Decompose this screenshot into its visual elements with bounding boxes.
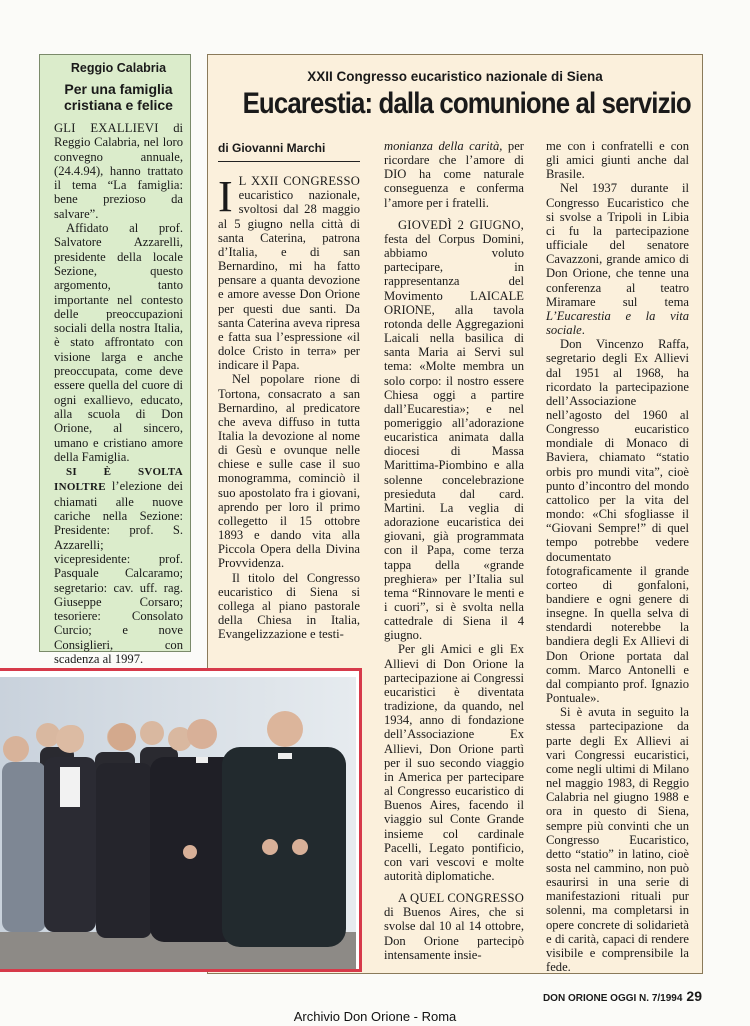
article-paragraph bbox=[384, 139, 524, 210]
paragraph-text: eucaristico nazionale, svoltosi dal 28 maggio al 5 giugno nella città di santa Caterina, patrona d’Italia, e di san Bernardino, mi ha fatto pensare a quanta devozione e amore avesse Don Orione per questi due santi. Da santa Caterina aveva ripresa e fatta sua l’espressione «il dolce Cristo in terra» per indicare il Papa. bbox=[218, 188, 360, 373]
article-paragraph bbox=[384, 218, 524, 643]
article-paragraph: Per gli Amici e gli Ex Allievi di Don Orione la partecipazione ai Congressi eucaristici è diventata tradizione, da quando, nel 1934, anno di fondazione dell’Associazione Ex Allievi, Don Orione partì per il suo secondo viaggio in America per partecipare al Congresso eucaristico di Buenos Aires, facendo il viaggio sul Conte Grande insieme col cardinale Pacelli, Legato pontificio, con vari vescovi e molte autorità diplomatiche. bbox=[384, 642, 524, 883]
sidebar-text: l’elezione dei chiamati alle nuove cariche nella Sezione: Presidente: prof. S. Azzarelli; vicepresidente: prof. Pasquale Calcaramo; segretario: cav. uff. rag. Giuseppe Corsaro; tesoriere: Consolato Curcio; e nove Consiglieri, con scadenza al 1997. bbox=[54, 479, 183, 666]
paragraph-lead: A QUEL CONGRESSO bbox=[398, 891, 524, 906]
italic-text: monianza della carità, bbox=[384, 139, 503, 153]
sidebar-lead: SI È SVOLTA INOLTRE bbox=[54, 466, 183, 494]
sidebar-paragraph bbox=[54, 121, 183, 221]
page-footer bbox=[543, 988, 702, 1004]
paragraph-text: per ricordare che l’amore di DIO ha come naturale conseguenza e conferma l’amore per i fratelli. bbox=[384, 139, 524, 210]
sidebar-kicker: Reggio Calabria bbox=[70, 61, 167, 75]
archive-credit: Archivio Don Orione - Roma bbox=[293, 1009, 457, 1024]
sidebar-title: Per una famiglia cristiana e felice bbox=[64, 81, 173, 113]
paragraph-text: Nel 1937 durante il Congresso Eucaristico che si svolse a Tripoli in Libia ci fu la partecipazione ufficiale del senatore Cavazzoni, grande amico di Don Orione, che tenne una conferenza al teatro Miramare sul tema bbox=[546, 181, 689, 309]
article-paragraph bbox=[218, 174, 360, 372]
paragraph-text: festa del Corpus Domini, abbiamo voluto partecipare, in rappresentanza del Movimento LAICALE ORIONE, alla tavola rotonda delle Aggregazioni Laicali nella basilica di santa Maria ai Servi sul tema: «Molte membra un solo corpo: il nostro essere Chiesa oggi a partire dall’Eucarestia»; e nel pomeriggio all’adorazione eucaristica animata dalla diocesi di Massa Marittima-Piombino e alla solenne concelebrazione presieduta dal card. Martini. La veglia di adorazione eucaristica dei giovani, già programmata con il Papa, come terza tappa della «grande preghiera» per l’Italia sul tema “Rinnovare le menti e i cuori”, si è svolta nella cattedrale di Siena il 4 giugno. bbox=[384, 231, 524, 643]
paragraph-lead: L XXII CONGRESSO bbox=[238, 174, 360, 189]
article-paragraph bbox=[384, 891, 524, 962]
article-byline: di Giovanni Marchi bbox=[218, 141, 360, 162]
article-paragraph: Nel popolare rione di Tortona, consacrato a san Bernardino, al predicatore che aveva diffuso in tutta Italia la devozione al nome di Gesù e ovunque nelle chiese e sulle case il suo monogramma, cominciò il suo apostolato fra i giovani, aprendo per loro il primo collegetto il 15 ottobre 1893 e dando vita alla Piccola Opera della Divina Provvidenza. bbox=[218, 372, 360, 571]
sidebar-text: di Reggio Calabria, nel loro convegno annuale, (24.4.94), hanno trattato il tema “La famiglia: bene prezioso da salvare”. bbox=[54, 121, 183, 221]
article-paragraph: Il titolo del Congresso eucaristico di Siena si collega al piano pastorale della Chiesa in Italia, Evangelizzazione e testi- bbox=[218, 570, 360, 642]
article-column-1 bbox=[218, 139, 360, 641]
sidebar-paragraph: Affidato al prof. Salvatore Azzarelli, presidente della locale Sezione, questo argomento, tanto importante nel contesto delle preoccupazioni sociali della nostra Italia, è stato affrontato con visione larga e anche preoccupata, come deve essere quella del cuore di ogni exallievo, educato, alla scuola di Don Orione, al sincero, umano e cristiano amore della Famiglia. bbox=[54, 221, 183, 464]
article-paragraph: me con i confratelli e con gli amici giunti anche dal Brasile. bbox=[546, 139, 689, 182]
italic-text: L’Eucarestia e la vita sociale bbox=[546, 308, 689, 338]
sidebar-lead: GLI EXALLIEVI bbox=[54, 121, 159, 135]
article-column-3 bbox=[546, 139, 689, 974]
paragraph-lead: GIOVEDÌ 2 GIUGNO, bbox=[398, 217, 524, 232]
paragraph-text: di Buenos Aires, che si svolse dal 10 al 14 ottobre, Don Orione partecipò intensamente insie- bbox=[384, 905, 524, 962]
sidebar-box bbox=[39, 54, 191, 666]
article-kicker: XXII Congresso eucaristico nazionale di Siena bbox=[307, 69, 603, 84]
paragraph-text: . bbox=[581, 323, 585, 338]
group-photo bbox=[0, 668, 362, 972]
group-photo-image bbox=[0, 677, 356, 969]
page-number: 29 bbox=[686, 988, 702, 1004]
article-paragraph bbox=[546, 181, 689, 337]
article-paragraph: Si è avuta in seguito la stessa partecipazione da parte degli Ex Allievi ai vari Congressi eucaristici, come negli ultimi di Milano nel maggio 1983, di Reggio Calabria nel giugno 1988 e ora in questo di Siena, sempre più convinti che un Congresso Eucaristico, detto “statio” in latino, cioè sosta nel cammino, non può esaurirsi in una serie di manifestazioni rituali pur solenni, ma completarsi in opere concrete di solidarietà e di carità, capaci di rendere visibile e comprensibile la fede. bbox=[546, 705, 689, 975]
article-column-2 bbox=[384, 139, 524, 962]
sidebar-paragraph bbox=[54, 464, 183, 666]
article-headline: Eucarestia: dalla comunione al servizio bbox=[242, 87, 691, 120]
article-paragraph: Don Vincenzo Raffa, segretario degli Ex Allievi dal 1951 al 1968, ha ricordato la partecipazione dell’Associazione nell’agosto del 1960 al Congresso eucaristico mondiale di Monaco di Baviera, chiamato “statio orbis pro mundi vita”, cioè punto d’incontro del mondo cattolico per la vita del mondo: «Chi sfogliasse il “Giovani Sempre!” di quel tempo potrebbe vedere documentato fotograficamente il grande corteo di gonfaloni, bandiere e ogni genere di insegne. In quella selva di stendardi noterebbe la bandiera degli Ex Allievi di Don Orione portata dal comm. Marco Antonelli e dal compianto prof. Ignazio Pontuale». bbox=[546, 337, 689, 706]
drop-cap: I bbox=[218, 172, 233, 222]
magazine-issue: DON ORIONE OGGI N. 7/1994 bbox=[542, 993, 683, 1004]
